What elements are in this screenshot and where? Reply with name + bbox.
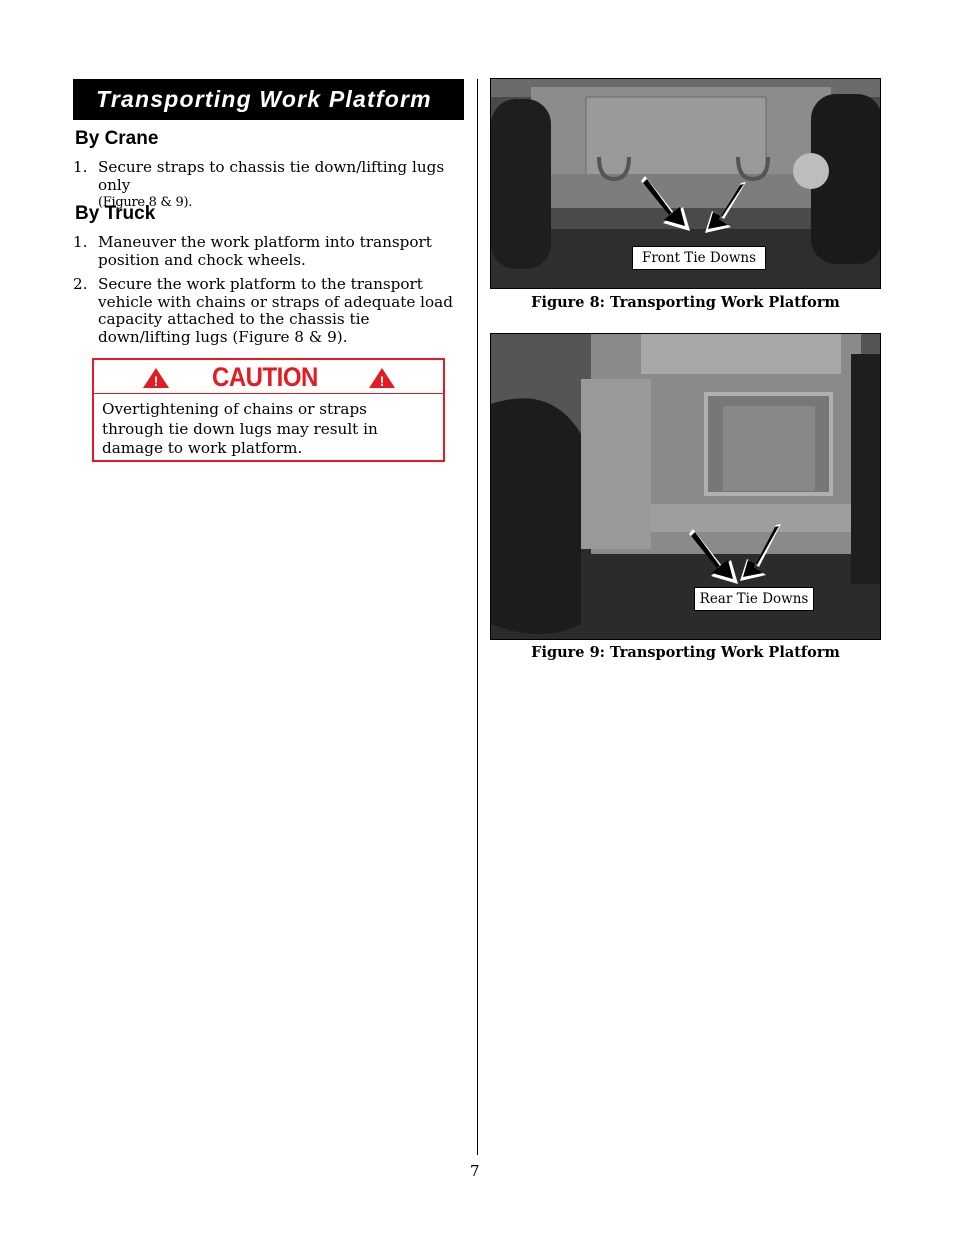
warning-symbol: ! — [379, 373, 385, 389]
warning-triangle-icon — [142, 367, 170, 389]
callout-label: Front Tie Downs — [632, 246, 766, 270]
figure-caption: Figure 8: Transporting Work Platform — [531, 294, 840, 311]
figure-9-photo — [490, 333, 881, 640]
rear-platform-image — [491, 334, 881, 640]
list-text: Secure straps to chassis tie down/lifting lugs only — [98, 158, 445, 194]
list-item — [73, 234, 465, 269]
column-divider — [477, 79, 478, 1155]
caution-box — [92, 358, 445, 462]
by-crane-heading: By Crane — [75, 128, 159, 149]
warning-symbol: ! — [153, 373, 159, 389]
caution-label: CAUTION — [212, 363, 318, 393]
callout-label: Rear Tie Downs — [694, 587, 814, 611]
list-number: 1. — [73, 158, 88, 176]
list-text-continued: (Figure 8 & 9). — [98, 195, 193, 211]
figure-caption: Figure 9: Transporting Work Platform — [531, 644, 840, 661]
caution-text: Overtightening of chains or straps through tie down lugs may result in damage to work platform. — [102, 400, 378, 457]
list-text: Maneuver the work platform into transport position and chock wheels. — [98, 233, 432, 269]
list-number: 1. — [73, 233, 88, 251]
list-number: 2. — [73, 275, 88, 293]
section-title: Transporting Work Platform — [73, 79, 464, 120]
list-item — [73, 276, 465, 346]
by-truck-heading: By Truck — [75, 203, 156, 224]
caution-header — [94, 360, 443, 394]
warning-triangle-icon — [368, 367, 396, 389]
page-number: 7 — [470, 1162, 480, 1180]
list-text: Secure the work platform to the transport vehicle with chains or straps of adequate load capacity attached to the chassis tie down/lifting lugs (Figure 8 & 9). — [98, 275, 453, 346]
